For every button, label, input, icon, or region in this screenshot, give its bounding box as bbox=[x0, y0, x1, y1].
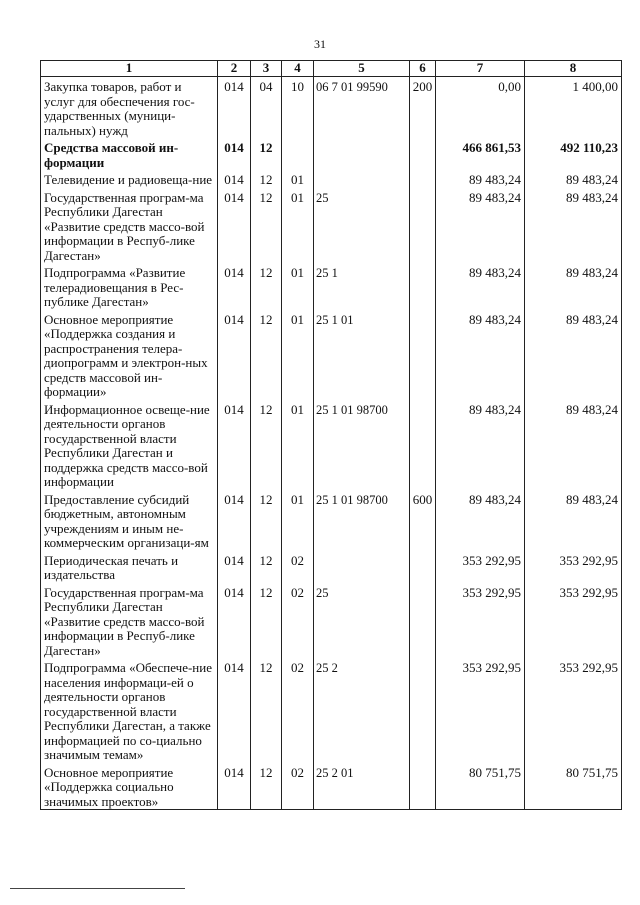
subsection-code: 02 bbox=[282, 658, 314, 763]
expense-type-code bbox=[410, 583, 436, 659]
subsection-code bbox=[282, 138, 314, 170]
amount-year-1: 353 292,95 bbox=[436, 583, 525, 659]
section-code: 12 bbox=[251, 138, 282, 170]
target-article-code: 25 1 01 98700 bbox=[314, 400, 410, 490]
column-header-8: 8 bbox=[525, 61, 622, 77]
expense-type-code bbox=[410, 310, 436, 400]
amount-year-1: 466 861,53 bbox=[436, 138, 525, 170]
target-article-code: 06 7 01 99590 bbox=[314, 77, 410, 139]
expense-type-code: 600 bbox=[410, 490, 436, 551]
section-code: 12 bbox=[251, 400, 282, 490]
target-article-code: 25 2 bbox=[314, 658, 410, 763]
table-row bbox=[41, 310, 622, 400]
ministry-code: 014 bbox=[218, 490, 251, 551]
amount-year-2: 80 751,75 bbox=[525, 763, 622, 810]
amount-year-2: 353 292,95 bbox=[525, 551, 622, 583]
table-row bbox=[41, 77, 622, 139]
subsection-code: 10 bbox=[282, 77, 314, 139]
target-article-code bbox=[314, 170, 410, 188]
target-article-code: 25 1 01 98700 bbox=[314, 490, 410, 551]
row-name: Периодическая печать и издательства bbox=[41, 551, 218, 583]
row-name: Подпрограмма «Развитие телерадиовещания в Рес-публике Дагестан» bbox=[41, 263, 218, 310]
ministry-code: 014 bbox=[218, 138, 251, 170]
section-code: 12 bbox=[251, 658, 282, 763]
row-name: Закупка товаров, работ и услуг для обеспечения гос-ударственных (муници-пальных) нужд bbox=[41, 77, 218, 139]
row-name: Информационное освеще-ние деятельности органов государственной власти Республики Дагестан и поддержка средств массо-вой информации bbox=[41, 400, 218, 490]
expense-type-code: 200 bbox=[410, 77, 436, 139]
row-name: Телевидение и радиовеща-ние bbox=[41, 170, 218, 188]
expense-type-code bbox=[410, 170, 436, 188]
row-name: Основное мероприятие «Поддержка социально значимых проектов» bbox=[41, 763, 218, 810]
amount-year-1: 89 483,24 bbox=[436, 310, 525, 400]
expense-type-code bbox=[410, 658, 436, 763]
subsection-code: 02 bbox=[282, 551, 314, 583]
row-name: Средства массовой ин-формации bbox=[41, 138, 218, 170]
target-article-code: 25 2 01 bbox=[314, 763, 410, 810]
table-header-row bbox=[41, 61, 622, 77]
expense-type-code bbox=[410, 763, 436, 810]
column-header-6: 6 bbox=[410, 61, 436, 77]
section-code: 12 bbox=[251, 310, 282, 400]
section-code: 12 bbox=[251, 490, 282, 551]
expense-type-code bbox=[410, 138, 436, 170]
row-name: Государственная програм-ма Республики Дагестан «Развитие средств массо-вой информации в Респуб-лике Дагестан» bbox=[41, 583, 218, 659]
table-row bbox=[41, 263, 622, 310]
page-number: 31 bbox=[314, 37, 326, 51]
row-name: Подпрограмма «Обеспече-ние населения информаци-ей о деятельности органов государственной власти Республики Дагестан, а также информацией по со-циально значимым темам» bbox=[41, 658, 218, 763]
target-article-code bbox=[314, 551, 410, 583]
column-header-7: 7 bbox=[436, 61, 525, 77]
section-code: 04 bbox=[251, 77, 282, 139]
amount-year-2: 353 292,95 bbox=[525, 583, 622, 659]
table-row bbox=[41, 400, 622, 490]
section-code: 12 bbox=[251, 263, 282, 310]
section-code: 12 bbox=[251, 583, 282, 659]
amount-year-2: 89 483,24 bbox=[525, 490, 622, 551]
target-article-code: 25 1 01 bbox=[314, 310, 410, 400]
column-header-5: 5 bbox=[314, 61, 410, 77]
target-article-code: 25 bbox=[314, 188, 410, 264]
table-row bbox=[41, 583, 622, 659]
amount-year-1: 0,00 bbox=[436, 77, 525, 139]
table-row bbox=[41, 763, 622, 810]
table-row bbox=[41, 138, 622, 170]
section-code: 12 bbox=[251, 763, 282, 810]
amount-year-1: 89 483,24 bbox=[436, 170, 525, 188]
ministry-code: 014 bbox=[218, 763, 251, 810]
subsection-code: 01 bbox=[282, 170, 314, 188]
ministry-code: 014 bbox=[218, 170, 251, 188]
expense-type-code bbox=[410, 400, 436, 490]
subsection-code: 01 bbox=[282, 310, 314, 400]
ministry-code: 014 bbox=[218, 400, 251, 490]
ministry-code: 014 bbox=[218, 551, 251, 583]
subsection-code: 01 bbox=[282, 400, 314, 490]
amount-year-2: 353 292,95 bbox=[525, 658, 622, 763]
amount-year-1: 80 751,75 bbox=[436, 763, 525, 810]
amount-year-1: 353 292,95 bbox=[436, 551, 525, 583]
amount-year-1: 353 292,95 bbox=[436, 658, 525, 763]
row-name: Государственная програм-ма Республики Дагестан «Развитие средств массо-вой информации в Респуб-лике Дагестан» bbox=[41, 188, 218, 264]
amount-year-2: 492 110,23 bbox=[525, 138, 622, 170]
subsection-code: 01 bbox=[282, 263, 314, 310]
expense-type-code bbox=[410, 551, 436, 583]
expense-type-code bbox=[410, 263, 436, 310]
amount-year-2: 89 483,24 bbox=[525, 263, 622, 310]
amount-year-2: 89 483,24 bbox=[525, 188, 622, 264]
amount-year-1: 89 483,24 bbox=[436, 490, 525, 551]
column-header-1: 1 bbox=[41, 61, 218, 77]
table-row bbox=[41, 490, 622, 551]
amount-year-1: 89 483,24 bbox=[436, 263, 525, 310]
section-code: 12 bbox=[251, 170, 282, 188]
table-row bbox=[41, 170, 622, 188]
table-row bbox=[41, 658, 622, 763]
amount-year-2: 89 483,24 bbox=[525, 310, 622, 400]
ministry-code: 014 bbox=[218, 658, 251, 763]
amount-year-2: 89 483,24 bbox=[525, 170, 622, 188]
ministry-code: 014 bbox=[218, 263, 251, 310]
target-article-code bbox=[314, 138, 410, 170]
subsection-code: 02 bbox=[282, 583, 314, 659]
budget-table bbox=[40, 60, 622, 810]
column-header-3: 3 bbox=[251, 61, 282, 77]
column-header-4: 4 bbox=[282, 61, 314, 77]
row-name: Предоставление субсидий бюджетным, автономным учреждениям и иным не-коммерческим организаци-ям bbox=[41, 490, 218, 551]
footer-rule bbox=[10, 888, 185, 889]
column-header-2: 2 bbox=[218, 61, 251, 77]
subsection-code: 02 bbox=[282, 763, 314, 810]
row-name: Основное мероприятие «Поддержка создания и распространения телера-диопрограмм и электрон-ных средств массовой ин-формации» bbox=[41, 310, 218, 400]
table-row bbox=[41, 188, 622, 264]
ministry-code: 014 bbox=[218, 310, 251, 400]
section-code: 12 bbox=[251, 188, 282, 264]
amount-year-2: 1 400,00 bbox=[525, 77, 622, 139]
target-article-code: 25 1 bbox=[314, 263, 410, 310]
ministry-code: 014 bbox=[218, 77, 251, 139]
section-code: 12 bbox=[251, 551, 282, 583]
amount-year-2: 89 483,24 bbox=[525, 400, 622, 490]
subsection-code: 01 bbox=[282, 188, 314, 264]
ministry-code: 014 bbox=[218, 188, 251, 264]
subsection-code: 01 bbox=[282, 490, 314, 551]
table-row bbox=[41, 551, 622, 583]
ministry-code: 014 bbox=[218, 583, 251, 659]
target-article-code: 25 bbox=[314, 583, 410, 659]
amount-year-1: 89 483,24 bbox=[436, 400, 525, 490]
amount-year-1: 89 483,24 bbox=[436, 188, 525, 264]
expense-type-code bbox=[410, 188, 436, 264]
table-body bbox=[41, 77, 622, 810]
